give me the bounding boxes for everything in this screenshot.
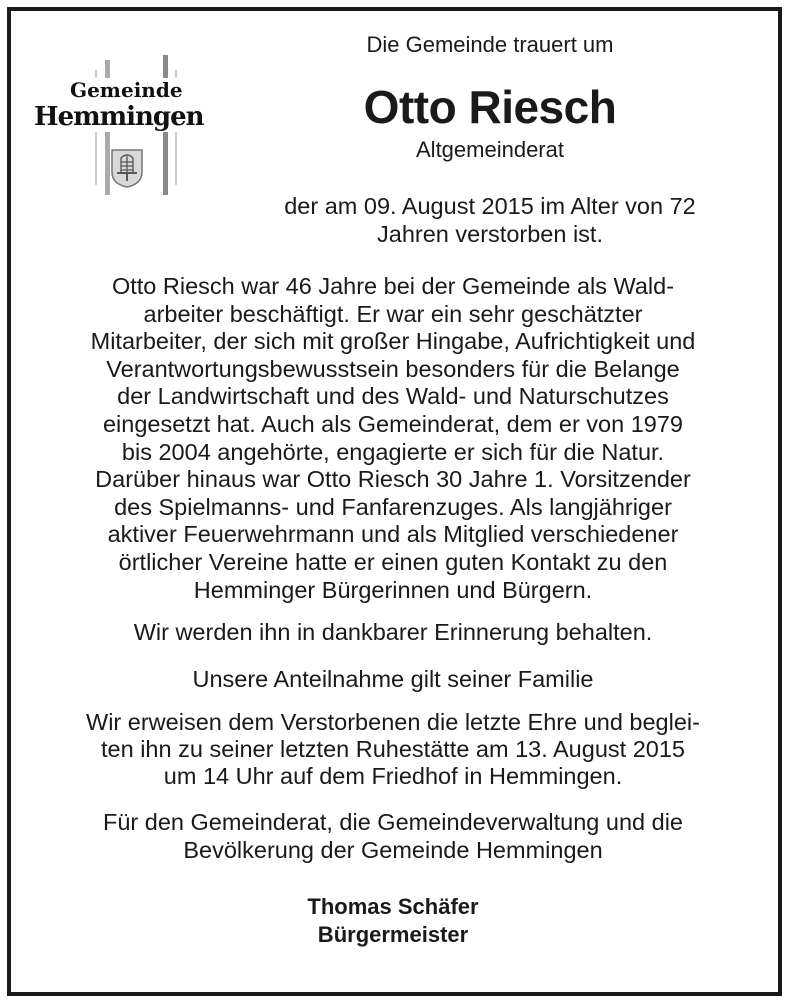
logo-text-hemmingen: Hemmingen: [34, 102, 204, 132]
signatory-title: Bürgermeister: [317, 922, 469, 947]
funeral-line-2: ten ihn zu seiner letzten Ruhestätte am 13. August 2015: [101, 736, 685, 762]
tribute-line: aktiver Feuerwehrmann und als Mitglied verschiedener: [107, 521, 679, 548]
tribute-line: Hemminger Bürgerinnen und Bürgern.: [193, 576, 593, 603]
deceased-role: Altgemeinderat: [416, 137, 564, 162]
tribute-line: Otto Riesch war 46 Jahre bei der Gemeinde als Wald-: [111, 273, 675, 299]
condolence-text: Unsere Anteilnahme gilt seiner Familie: [192, 666, 594, 692]
coat-of-arms-icon: [110, 148, 144, 188]
tribute-line: der Landwirtschaft und des Wald- und Naturschutzes: [117, 383, 669, 410]
tribute-line: örtlicher Vereine hatte er einen guten Kontakt zu den: [118, 549, 668, 575]
logo-text-gemeinde: Gemeinde: [70, 78, 183, 102]
signatory-name: Thomas Schäfer: [307, 894, 479, 919]
tribute-line: eingesetzt hat. Auch als Gemeinderat, dem er von 1979: [102, 411, 684, 437]
remembrance-text: Wir werden ihn in dankbarer Erinnerung behalten.: [133, 619, 653, 645]
death-line-1: der am 09. August 2015 im Alter von 72: [284, 193, 696, 219]
intro-text: Die Gemeinde trauert um: [366, 32, 614, 57]
tribute-line: des Spielmanns- und Fanfarenzuges. Als langjähriger: [114, 493, 672, 520]
tribute-line: bis 2004 angehörte, engagierte er sich für die Natur.: [121, 438, 665, 465]
tribute-line: Verantwortungsbewusstsein besonders für die Belange: [106, 355, 680, 382]
municipality-logo: [34, 40, 240, 200]
tribute-line: arbeiter beschäftigt. Er war ein sehr geschätzter: [143, 300, 643, 327]
funeral-line-3: um 14 Uhr auf dem Friedhof in Hemmingen.: [163, 763, 623, 789]
from-line-1: Für den Gemeinderat, die Gemeindeverwaltung und die: [102, 809, 684, 835]
funeral-line-1: Wir erweisen dem Verstorbenen die letzte Ehre und beglei-: [86, 709, 700, 735]
tribute-line: Darüber hinaus war Otto Riesch 30 Jahre 1. Vorsitzender: [95, 466, 691, 493]
tribute-line: Mitarbeiter, der sich mit großer Hingabe, Aufrichtigkeit und: [90, 328, 696, 355]
death-line-2: Jahren verstorben ist.: [377, 221, 603, 247]
from-line-2: Bevölkerung der Gemeinde Hemmingen: [183, 837, 603, 863]
deceased-name: Otto Riesch: [363, 81, 617, 133]
